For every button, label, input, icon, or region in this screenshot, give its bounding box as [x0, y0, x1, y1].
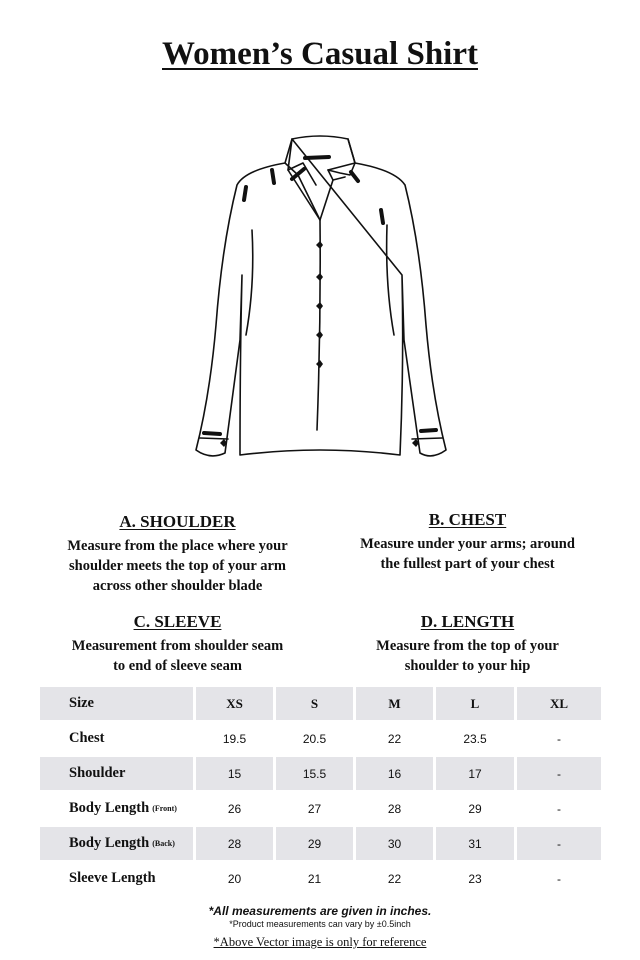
- table-cell: 16: [356, 757, 433, 790]
- sleeve-heading: C. SLEEVE: [133, 612, 222, 631]
- table-header-cell: M: [356, 687, 433, 720]
- sleeve-desc-line: Measurement from shoulder seam: [71, 638, 284, 654]
- table-header-cell: Size: [40, 687, 193, 720]
- size-chart-table: [40, 687, 603, 897]
- page-title: Women’s Casual Shirt: [162, 36, 478, 72]
- row-label: Body Length (Back): [40, 827, 193, 860]
- table-cell: 17: [436, 757, 514, 790]
- sleeve-section: [55, 612, 300, 676]
- shoulder-section: [55, 512, 300, 596]
- chest-description: [345, 534, 590, 574]
- table-cell: 28: [387, 801, 402, 816]
- row-label: Shoulder: [40, 757, 193, 790]
- shoulder-desc-line: Measure from the place where your: [67, 538, 288, 554]
- table-cell: 23.5: [463, 731, 487, 746]
- sleeve-description: [55, 636, 300, 676]
- table-cell: 29: [468, 801, 482, 816]
- length-section: [345, 612, 590, 676]
- table-cell: 29: [276, 827, 353, 860]
- table-row: [40, 792, 603, 825]
- table-row: [40, 827, 603, 860]
- chest-section: [345, 510, 590, 574]
- length-desc-line: shoulder to your hip: [404, 658, 531, 674]
- row-label: Sleeve Length: [69, 870, 156, 886]
- table-cell: -: [557, 731, 561, 746]
- chest-heading: B. CHEST: [428, 510, 507, 529]
- table-cell: 20.5: [302, 731, 327, 746]
- shoulder-desc-line: shoulder meets the top of your arm: [69, 558, 286, 574]
- table-cell: -: [557, 801, 561, 816]
- table-cell: 21: [307, 871, 322, 886]
- length-desc-line: Measure from the top of your: [376, 638, 559, 654]
- table-cell: -: [557, 871, 561, 886]
- length-description: [345, 636, 590, 676]
- table-header-cell: XL: [517, 687, 601, 720]
- table-cell: 28: [196, 827, 273, 860]
- chest-desc-line: Measure under your arms; around: [360, 536, 575, 552]
- table-cell: 20: [227, 871, 242, 886]
- table-cell: 22: [387, 871, 402, 886]
- table-cell: 30: [356, 827, 433, 860]
- table-cell: 19.5: [222, 731, 247, 746]
- table-cell: -: [517, 757, 601, 790]
- table-cell: 15: [196, 757, 273, 790]
- shoulder-heading: A. SHOULDER: [119, 512, 236, 531]
- table-cell: 22: [387, 731, 402, 746]
- shoulder-desc-line: across other shoulder blade: [92, 578, 263, 594]
- shoulder-description: [55, 536, 300, 596]
- row-label-sub: (Back): [152, 839, 175, 848]
- row-label: Chest: [69, 730, 105, 746]
- table-cell: -: [517, 827, 601, 860]
- row-label-sub: (Front): [152, 804, 177, 813]
- table-cell: 31: [436, 827, 514, 860]
- table-row: [40, 862, 603, 895]
- table-cell: 27: [307, 801, 322, 816]
- length-heading: D. LENGTH: [420, 612, 515, 631]
- table-header-cell: L: [436, 687, 514, 720]
- tolerance-note: *Product measurements can vary by ±0.5inch: [229, 919, 411, 929]
- table-cell: 26: [227, 801, 242, 816]
- chest-desc-line: the fullest part of your chest: [380, 556, 555, 572]
- table-header-row: [40, 687, 603, 720]
- table-row: [40, 722, 603, 755]
- table-cell: 23: [468, 871, 482, 886]
- table-cell: 15.5: [276, 757, 353, 790]
- sleeve-desc-line: to end of sleeve seam: [113, 658, 242, 674]
- table-header-cell: XS: [196, 687, 273, 720]
- inches-note: *All measurements are given in inches.: [208, 904, 432, 918]
- table-row: [40, 757, 603, 790]
- reference-note: *Above Vector image is only for reference: [213, 935, 427, 949]
- womens-shirt-icon: [180, 125, 460, 470]
- row-label: Body Length (Front): [69, 800, 177, 816]
- table-header-cell: S: [276, 687, 353, 720]
